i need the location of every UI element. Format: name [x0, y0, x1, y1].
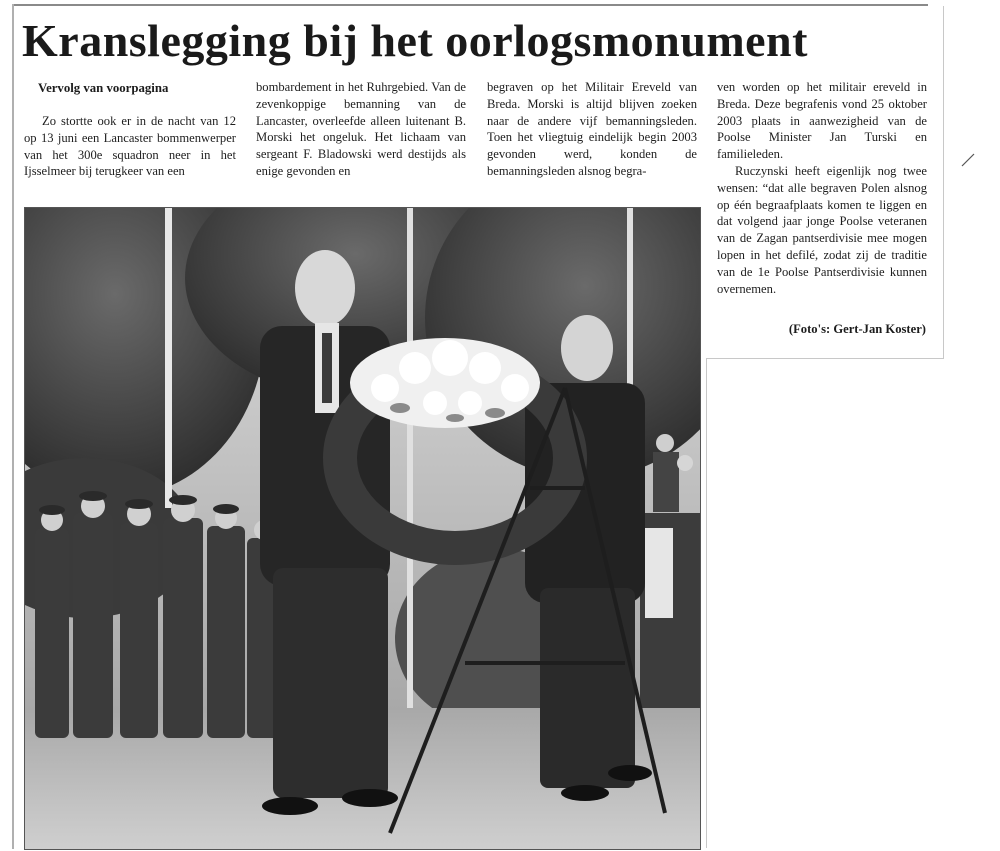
pen-mark [960, 150, 980, 170]
photo-credit: (Foto's: Gert-Jan Koster) [788, 322, 926, 336]
article-column-3 [487, 79, 697, 180]
column-1-paragraph: Zo stortte ook er in de nacht van 12 op 13 juni een Lancaster bommenwerper van het 300e squadron neer in het Ijsselmeer bij terugkeer van een [24, 114, 236, 179]
article-column-1 [24, 113, 236, 180]
article-column-4 [717, 79, 927, 297]
clipping-lower-edge [706, 358, 707, 848]
monument-plaque [645, 528, 673, 618]
article-kicker: Vervolg van voorpagina [38, 81, 169, 95]
flag-pole-1 [165, 208, 172, 508]
article-column-2 [256, 79, 466, 180]
flag-pole-2 [407, 208, 413, 708]
clipping-right-edge [943, 6, 944, 358]
clipping-step-edge [706, 358, 944, 359]
column-3-paragraph: begraven op het Militair Ereveld van Breda. Morski is altijd blijven zoeken naar de andere vijf bemanningsleden. Toen het vliegtuig eindelijk begin 2003 gevonden werd, konden de bemanningsleden alsnog begra- [487, 80, 697, 178]
column-4-paragraph-2: Ruczynski heeft eigenlijk nog twee wensen: “dat alle begraven Polen alsnog op één begraafplaats komen te liggen en dat volgend jaar jonge Poolse veteranen van de Zagan pantserdivisie mee mogen lopen in het defilé, zodat zij de traditie van de 1e Poolse Pantserdivisie kunnen overnemen. [717, 163, 927, 296]
article-headline: Kranslegging bij het oorlogsmonument [22, 15, 808, 66]
wreath-laying-photo [24, 207, 701, 850]
column-2-paragraph: bombardement in het Ruhrgebied. Van de zevenkoppige bemanning van de Lancaster, overleefde alleen luitenant B. Morski het ongeluk. Het lichaam van sergeant F. Bladowski werd destijds als enige gevonden en [256, 80, 466, 178]
photo-illustration [25, 208, 700, 849]
column-4-paragraph-1: ven worden op het militair ereveld in Breda. Deze begrafenis vond 25 oktober 2003 plaats in aanwezigheid van de Poolse Minister Jan Turski en familieleden. [717, 80, 927, 162]
clipping-left-edge [12, 4, 14, 849]
